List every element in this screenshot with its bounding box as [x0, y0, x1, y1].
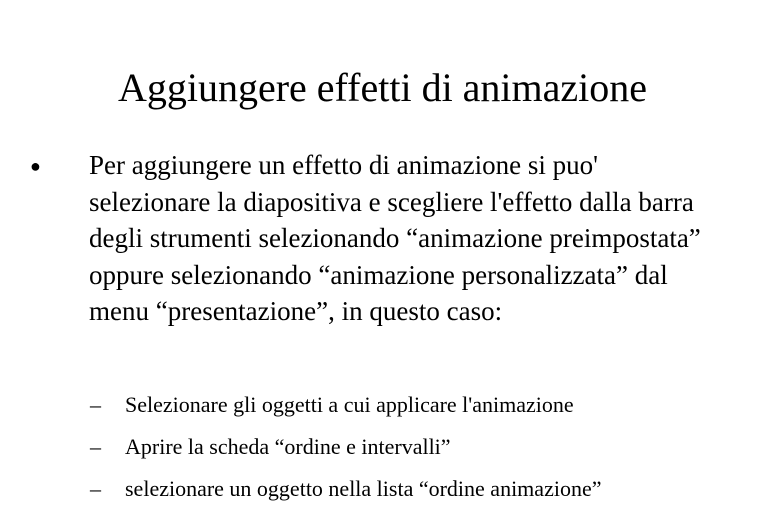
bullet-text: Per aggiungere un effetto di animazione si puo' selezionare la diapositiva e scegliere l'effetto dalla barra degli strumenti selezionando “animazione preimpostata” oppure selezionando “animazione personalizzata” dal menu “presentazione”, in questo caso: — [89, 150, 701, 326]
dash-icon: – — [90, 392, 101, 417]
sub-bullet-item — [90, 427, 755, 469]
sub-bullet-text: Aprire la scheda “ordine e intervalli” — [125, 434, 451, 459]
dash-icon: – — [90, 434, 101, 459]
sub-bullet-text: Selezionare gli oggetti a cui applicare l'animazione — [125, 392, 574, 417]
bullet-point — [30, 147, 745, 330]
bullet-dot-icon: ● — [30, 156, 41, 176]
bullet-row — [30, 147, 745, 330]
sub-bullet-text: selezionare un oggetto nella lista “ordine animazione” — [125, 476, 602, 501]
slide-title: Aggiungere effetti di animazione — [117, 65, 648, 110]
sub-bullet-list — [90, 385, 755, 511]
dash-icon: – — [90, 476, 101, 501]
sub-bullet-item — [90, 385, 755, 427]
sub-bullet-item — [90, 469, 755, 511]
